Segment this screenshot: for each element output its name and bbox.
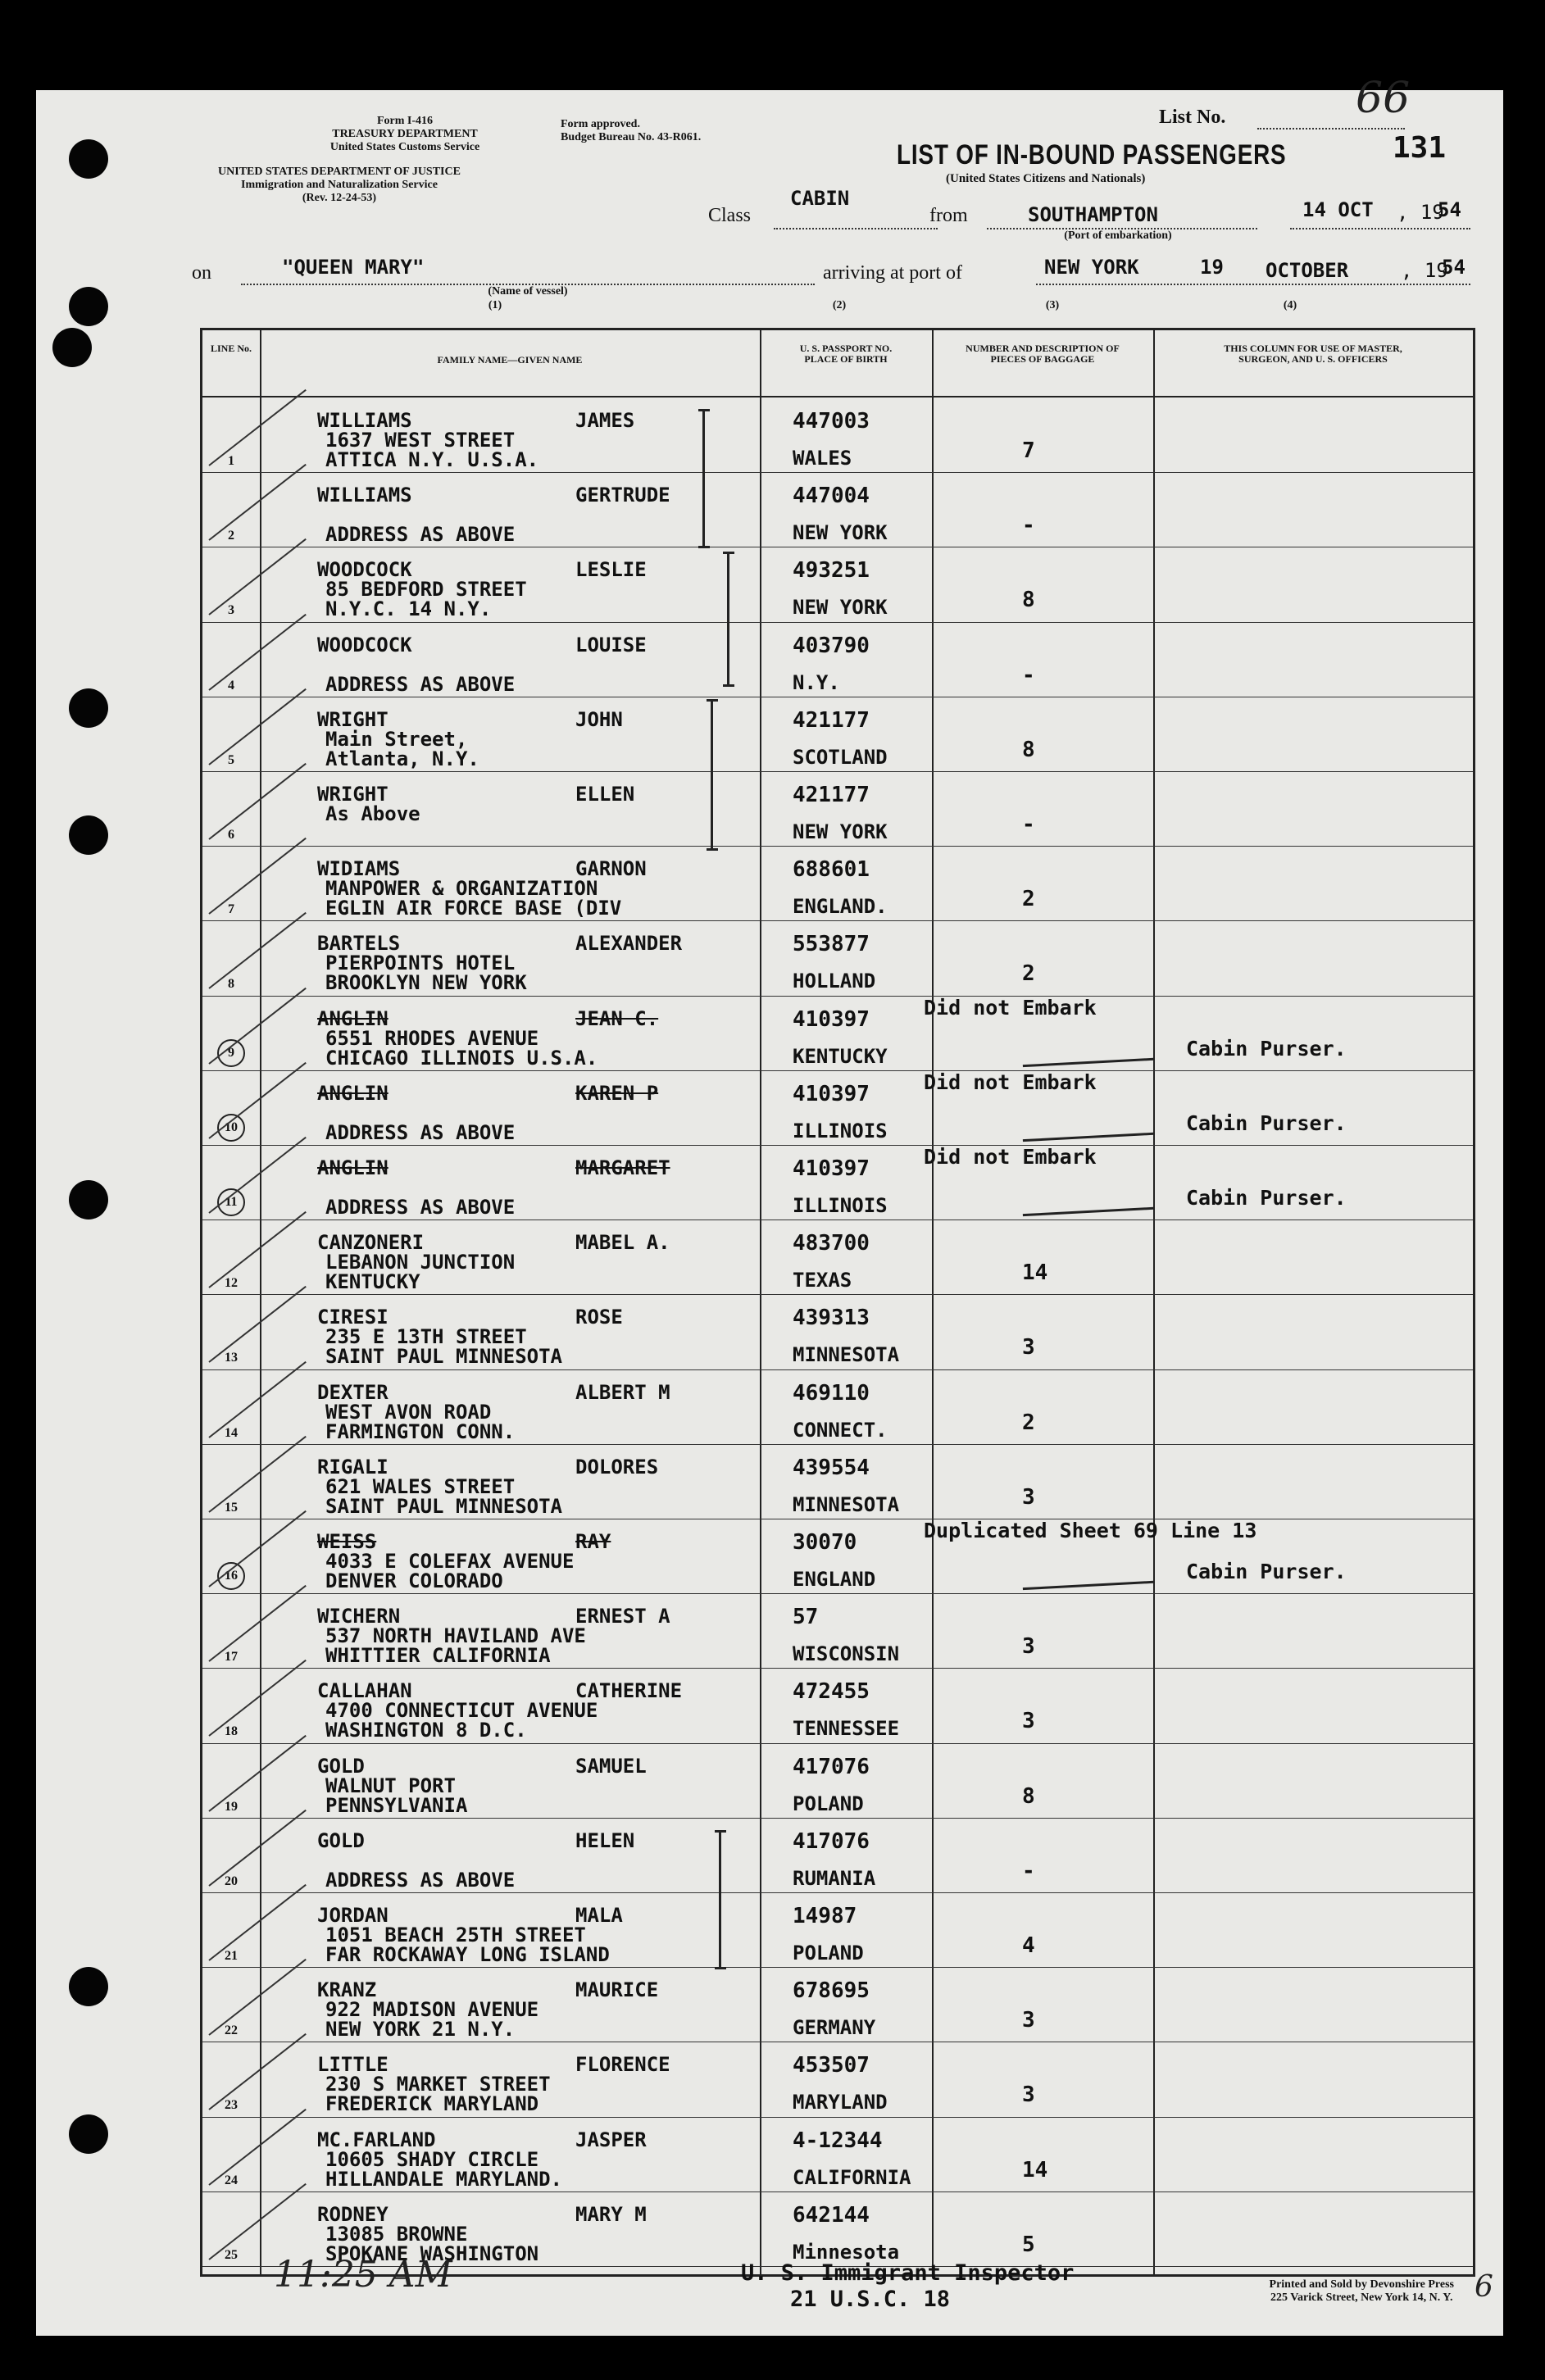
line-number-text: 6 [228,828,234,842]
table-row [202,1668,1473,1742]
passport-number: 421177 [793,707,870,733]
table-row [202,2042,1473,2116]
col-num-4: (4) [1283,299,1297,311]
table-row [202,1070,1473,1145]
baggage-count: 2 [1022,1410,1035,1435]
family-name: KRANZ [317,1978,377,2002]
table-row [202,1593,1473,1668]
place-of-birth: ENGLAND. [793,895,888,919]
address-line-2: SAINT PAUL MINNESOTA [325,1345,562,1369]
on-label: on [192,262,211,284]
passport-number: 469110 [793,1380,870,1406]
family-name: RODNEY [317,2202,389,2226]
passport-number: 421177 [793,783,870,807]
family-name: WICHERN [317,1605,401,1628]
purser-title: Cabin Purser. [1186,1186,1347,1210]
passport-number: 472455 [793,1679,870,1705]
address-line-2: FAR ROCKAWAY LONG ISLAND [325,1943,610,1966]
family-bracket [702,409,705,548]
line-number-text: 21 [225,1949,238,1963]
passport-number: 678695 [793,1978,870,2004]
passport-number: 447004 [793,484,870,509]
place-of-birth: CONNECT. [793,1418,888,1442]
address-line-1: 13085 BROWNE [325,2222,468,2246]
table-row [202,1818,1473,1892]
usc-stamp: 21 U.S.C. 18 [790,2287,951,2312]
passport-number: 439554 [793,1455,870,1480]
col-header-name: FAMILY NAME—GIVEN NAME [437,354,583,366]
baggage-count: 5 [1022,2232,1035,2257]
binder-hole [69,139,108,179]
given-name: ALBERT M [575,1380,670,1404]
table-row [202,472,1473,547]
given-name: DOLORES [575,1455,659,1478]
place-of-birth: NEW YORK [793,820,888,843]
doj-block: UNITED STATES DEPARTMENT OF JUSTICE Immigration and Naturalization Service (Rev. 12-24-53) [218,166,461,204]
page-stamp: 131 [1393,131,1447,165]
address-line-1: PIERPOINTS HOTEL [325,952,516,975]
family-name: WRIGHT [317,783,389,806]
address-line-1: 1637 WEST STREET [325,429,516,452]
col-header-line-no: LINE No. [210,343,252,354]
family-name: GOLD [317,1754,365,1778]
baggage-count: 2 [1022,887,1035,912]
place-of-birth: TEXAS [793,1269,852,1292]
line-number-text: 1 [228,454,234,468]
line-number-text: 11 [217,1188,245,1216]
address-line-2: PENNSYLVANIA [325,1793,468,1817]
line-number-text: 24 [225,2173,238,2187]
passport-number: 417076 [793,1828,870,1854]
address-line-2: FREDERICK MARYLAND [325,2092,539,2116]
given-name: JASPER [575,2128,647,2151]
place-of-birth: N.Y. [793,670,840,694]
baggage-count: 4 [1022,1933,1035,1958]
passport-number: 417076 [793,1754,870,1779]
address-line-2: SPOKANE WASHINGTON [325,2241,539,2265]
place-of-birth: WISCONSIN [793,1642,900,1666]
family-bracket [719,1830,721,1969]
purser-signature [1021,1183,1154,1216]
place-of-birth: HOLLAND [793,970,876,993]
family-name: WOODCOCK [317,558,412,582]
document-title: LIST OF IN-BOUND PASSENGERS [897,139,1287,170]
baggage-count: 3 [1022,2082,1035,2108]
place-of-birth: NEW YORK [793,521,888,545]
address-line-1: 235 E 13TH STREET [325,1325,527,1349]
passport-number: 14987 [793,1904,857,1928]
family-name: RIGALI [317,1455,389,1478]
given-name: MARGARET [575,1156,670,1179]
col-header-officers: THIS COLUMN FOR USE OF MASTER, SURGEON, AND U. S. OFFICERS [1224,343,1402,365]
line-number-text: 22 [225,2023,238,2038]
family-name: WILLIAMS [317,409,412,432]
binder-hole [69,815,108,855]
arrival-day: 19 [1200,256,1224,279]
passport-number: 688601 [793,857,870,883]
given-name: GARNON [575,857,647,881]
purser-title: Cabin Purser. [1186,1111,1347,1135]
address-line-2: EGLIN AIR FORCE BASE (DIV [325,897,622,920]
binder-hole [52,328,92,367]
given-name: KAREN P [575,1081,659,1105]
family-name: JORDAN [317,1904,389,1927]
passport-number: 4-12344 [793,2128,883,2153]
address-line-2: FARMINGTON CONN. [325,1419,516,1443]
address-line-2: WASHINGTON 8 D.C. [325,1719,527,1742]
address-line-1: 621 WALES STREET [325,1474,516,1498]
family-name: CIRESI [317,1306,389,1329]
passport-number: 30070 [793,1530,857,1555]
place-of-birth: RUMANIA [793,1866,876,1890]
table-row [202,397,1473,472]
table-row [202,1892,1473,1967]
family-name: MC.FARLAND [317,2128,436,2151]
given-name: GERTRUDE [575,484,670,507]
binder-hole [69,287,108,326]
depart-date: 14 OCT [1302,198,1374,221]
binder-hole [69,688,108,728]
table-row [202,697,1473,771]
baggage-count: 7 [1022,438,1035,463]
place-of-birth: MARYLAND [793,2091,888,2114]
baggage-count: 14 [1022,2157,1048,2182]
baggage-count: - [1022,513,1035,538]
col-header-baggage: NUMBER AND DESCRIPTION OF PIECES OF BAGGAGE [966,343,1120,365]
passenger-table [200,328,1475,2277]
port-caption: (Port of embarkation) [1064,229,1172,242]
binder-hole [69,2114,108,2154]
line-number-text: 8 [228,977,234,992]
inspector-line: U. S. Immigrant Inspector [741,2260,1075,2286]
line-number-text: 9 [217,1039,245,1067]
baggage-count: 3 [1022,2008,1035,2033]
line-number-text: 10 [217,1114,245,1142]
col-header-passport: U. S. PASSPORT NO. PLACE OF BIRTH [799,343,893,365]
address-line-2: WHITTIER CALIFORNIA [325,1644,551,1668]
passport-number: 447003 [793,409,870,434]
family-name: BARTELS [317,932,401,956]
class-value: CABIN [790,187,850,210]
table-row [202,547,1473,621]
given-name: ALEXANDER [575,932,683,956]
line-number [202,1800,260,1815]
table-row [202,1519,1473,1593]
from-label: from [929,205,968,226]
col-num-3: (3) [1045,299,1060,311]
passport-number: 403790 [793,633,870,658]
line-number-text: 5 [228,752,234,767]
passport-number: 483700 [793,1231,870,1256]
given-name: SAMUEL [575,1754,647,1778]
address-line-2: KENTUCKY [325,1270,420,1294]
address-line-2: ADDRESS AS ABOVE [325,523,516,547]
address-line-1: WEST AVON ROAD [325,1400,492,1424]
address-line-2: BROOKLYN NEW YORK [325,971,527,995]
line-number-text: 15 [225,1500,238,1515]
arriving-label: arriving at port of [823,262,962,284]
depart-year-prefix: , 19 [1397,201,1444,224]
place-of-birth: POLAND [793,1942,864,1964]
address-line-1: 6551 RHODES AVENUE [325,1026,539,1050]
given-name: ELLEN [575,783,635,806]
passport-number: 493251 [793,558,870,584]
given-name: MALA [575,1904,623,1927]
from-value: SOUTHAMPTON [1028,203,1158,226]
address-line-1: Main Street, [325,727,468,751]
place-of-birth: WALES [793,447,852,470]
baggage-count: 3 [1022,1484,1035,1510]
family-name: ANGLIN [317,1006,389,1030]
address-line-1: 4700 CONNECTICUT AVENUE [325,1699,598,1723]
status-note: Duplicated Sheet 69 Line 13 [924,1519,1257,1542]
line-number [202,2248,260,2263]
list-no-underline [1257,128,1405,129]
address-line-1: MANPOWER & ORGANIZATION [325,877,598,901]
line-number [202,2173,260,2188]
address-line-1: 85 BEDFORD STREET [325,578,527,602]
line-number-text: 18 [225,1724,238,1739]
family-name: WIDIAMS [317,857,401,881]
given-name: LESLIE [575,558,647,582]
place-of-birth: SCOTLAND [793,745,888,769]
place-of-birth: TENNESSEE [793,1717,900,1741]
address-line-2: SAINT PAUL MINNESOTA [325,1494,562,1518]
address-line-1: 10605 SHADY CIRCLE [325,2147,539,2171]
class-label: Class [708,205,752,226]
vessel-name: "QUEEN MARY" [282,256,425,279]
table-row [202,1294,1473,1369]
line-number [202,1501,260,1515]
place-of-birth: GERMANY [793,2016,876,2040]
family-name: CANZONERI [317,1231,425,1255]
given-name: MABEL A. [575,1231,670,1255]
baggage-count: - [1022,1858,1035,1883]
given-name: LOUISE [575,633,647,656]
place-of-birth: Minnesota [793,2240,900,2264]
status-note: Did not Embark [924,995,1097,1020]
baggage-count: - [1022,812,1035,837]
purser-title: Cabin Purser. [1186,1560,1347,1583]
class-underline [774,228,938,229]
family-name: CALLAHAN [317,1679,412,1703]
line-number-text: 16 [217,1562,245,1590]
table-row [202,920,1473,995]
purser-signature [1021,1033,1154,1066]
given-name: JEAN C. [575,1006,659,1030]
given-name: MAURICE [575,1978,659,2002]
col-num-2: (2) [832,299,847,311]
table-row [202,622,1473,697]
address-line-1: WALNUT PORT [325,1774,456,1797]
place-of-birth: KENTUCKY [793,1044,888,1068]
line-number-text: 12 [225,1276,238,1291]
place-of-birth: NEW YORK [793,596,888,620]
place-of-birth: ILLINOIS [793,1119,888,1142]
baggage-count: 8 [1022,1783,1035,1809]
table-row [202,1743,1473,1818]
arrival-year-prefix: , 19 [1401,259,1448,282]
address-line-2: N.Y.C. 14 N.Y. [325,597,492,621]
address-line-1: 1051 BEACH 25TH STREET [325,1924,586,1946]
list-no-value: 66 [1356,74,1411,123]
place-of-birth: ENGLAND [793,1568,876,1591]
table-row [202,1145,1473,1220]
baggage-count: 3 [1022,1335,1035,1360]
family-name: ANGLIN [317,1156,389,1179]
passport-number: 439313 [793,1306,870,1331]
address-line-2: ADDRESS AS ABOVE [325,1196,516,1219]
line-number [202,1426,260,1441]
given-name: FLORENCE [575,2053,670,2077]
line-number-text: 7 [228,902,234,917]
family-name: GOLD [317,1828,365,1852]
address-line-2: CHICAGO ILLINOIS U.S.A. [325,1046,598,1070]
place-of-birth: POLAND [793,1792,864,1815]
binder-hole [69,1180,108,1220]
printer-credit: Printed and Sold by Devonshire Press 225 Varick Street, New York 14, N. Y. [1269,2278,1454,2304]
handwritten-time: 11:25 AM [274,2254,452,2296]
given-name: ROSE [575,1306,623,1329]
passport-number: 642144 [793,2202,870,2228]
passport-number: 57 [793,1605,819,1630]
family-name: WEISS [317,1530,377,1553]
address-line-1: LEBANON JUNCTION [325,1251,516,1274]
line-number-text: 25 [225,2247,238,2262]
purser-signature [1021,1556,1154,1590]
depart-underline [1290,228,1470,229]
purser-title: Cabin Purser. [1186,1036,1347,1061]
line-number-text: 14 [225,1425,238,1440]
document-subtitle: (United States Citizens and Nationals) [946,172,1146,185]
vessel-caption: (Name of vessel) [488,285,568,298]
form-id-block: Form I-416 TREASURY DEPARTMENT United States Customs Service [329,115,480,153]
given-name: JOHN [575,707,623,731]
arrival-month: OCTOBER [1266,259,1349,282]
given-name: HELEN [575,1828,635,1852]
given-name: MARY M [575,2202,647,2226]
corner-mark: 6 [1475,2270,1493,2304]
line-number-text: 20 [225,1874,238,1888]
passport-number: 453507 [793,2053,870,2078]
address-line-2: ADDRESS AS ABOVE [325,1868,516,1892]
given-name: ERNEST A [575,1605,670,1628]
purser-signature [1021,1108,1154,1142]
line-number [202,753,260,768]
table-row [202,846,1473,920]
table-row [202,996,1473,1070]
address-line-2: HILLANDALE MARYLAND. [325,2167,562,2191]
address-line-2: ATTICA N.Y. U.S.A. [325,448,539,471]
table-row [202,1220,1473,1294]
table-row [202,1967,1473,2042]
form-approved-block: Form approved. Budget Bureau No. 43-R061. [561,118,702,143]
address-line-2: ADDRESS AS ABOVE [325,672,516,696]
passport-number: 553877 [793,932,870,957]
given-name: JAMES [575,409,635,432]
given-name: CATHERINE [575,1679,683,1703]
baggage-count: 8 [1022,737,1035,762]
passport-number: 410397 [793,1081,870,1106]
address-line-2: ADDRESS AS ABOVE [325,1120,516,1144]
baggage-count: - [1022,662,1035,688]
family-name: WOODCOCK [317,633,412,656]
table-row [202,1444,1473,1519]
baggage-count: 8 [1022,588,1035,613]
list-no-label: List No. [1159,107,1226,128]
col-num-1: (1) [488,299,502,311]
address-line-1: 230 S MARKET STREET [325,2073,551,2096]
address-line-1: 922 MADISON AVENUE [325,1998,539,2022]
family-name: DEXTER [317,1380,389,1404]
line-number-text: 17 [225,1650,238,1665]
baggage-count: 2 [1022,961,1035,987]
family-name: LITTLE [317,2053,389,2077]
table-row [202,771,1473,846]
line-number-text: 4 [228,678,234,693]
address-line-1: 537 NORTH HAVILAND AVE [325,1624,586,1648]
given-name: RAY [575,1530,611,1553]
line-number [202,1874,260,1889]
place-of-birth: ILLINOIS [793,1194,888,1217]
binder-hole [69,1967,108,2006]
baggage-count: 14 [1022,1260,1048,1286]
arrival-year: 54 [1442,256,1465,279]
family-name: WRIGHT [317,707,389,731]
table-row [202,1369,1473,1444]
address-line-1: As Above [325,802,420,825]
depart-year: 54 [1438,198,1461,221]
line-number-text: 19 [225,1799,238,1814]
line-number-text: 13 [225,1351,238,1365]
line-number [202,679,260,693]
line-number-text: 23 [225,2098,238,2113]
status-note: Did not Embark [924,1145,1097,1169]
baggage-count: 3 [1022,1709,1035,1734]
family-name: WILLIAMS [317,484,412,507]
place-of-birth: MINNESOTA [793,1343,900,1367]
address-line-2: DENVER COLORADO [325,1569,503,1592]
address-line-2: NEW YORK 21 N.Y. [325,2018,516,2042]
family-bracket [711,699,713,851]
family-name: ANGLIN [317,1081,389,1105]
place-of-birth: MINNESOTA [793,1492,900,1516]
place-of-birth: CALIFORNIA [793,2165,911,2189]
passport-number: 410397 [793,1006,870,1032]
manifest-page [36,74,1503,2336]
table-row [202,2117,1473,2192]
line-number-text: 3 [228,603,234,618]
baggage-count: 3 [1022,1634,1035,1660]
passport-number: 410397 [793,1156,870,1181]
family-bracket [727,552,729,687]
address-line-2: Atlanta, N.Y. [325,747,479,770]
line-number-text: 2 [228,529,234,543]
address-line-1: 4033 E COLEFAX AVENUE [325,1550,575,1573]
status-note: Did not Embark [924,1070,1097,1094]
arrival-port: NEW YORK [1044,256,1139,279]
arrival-underline [1036,284,1470,285]
